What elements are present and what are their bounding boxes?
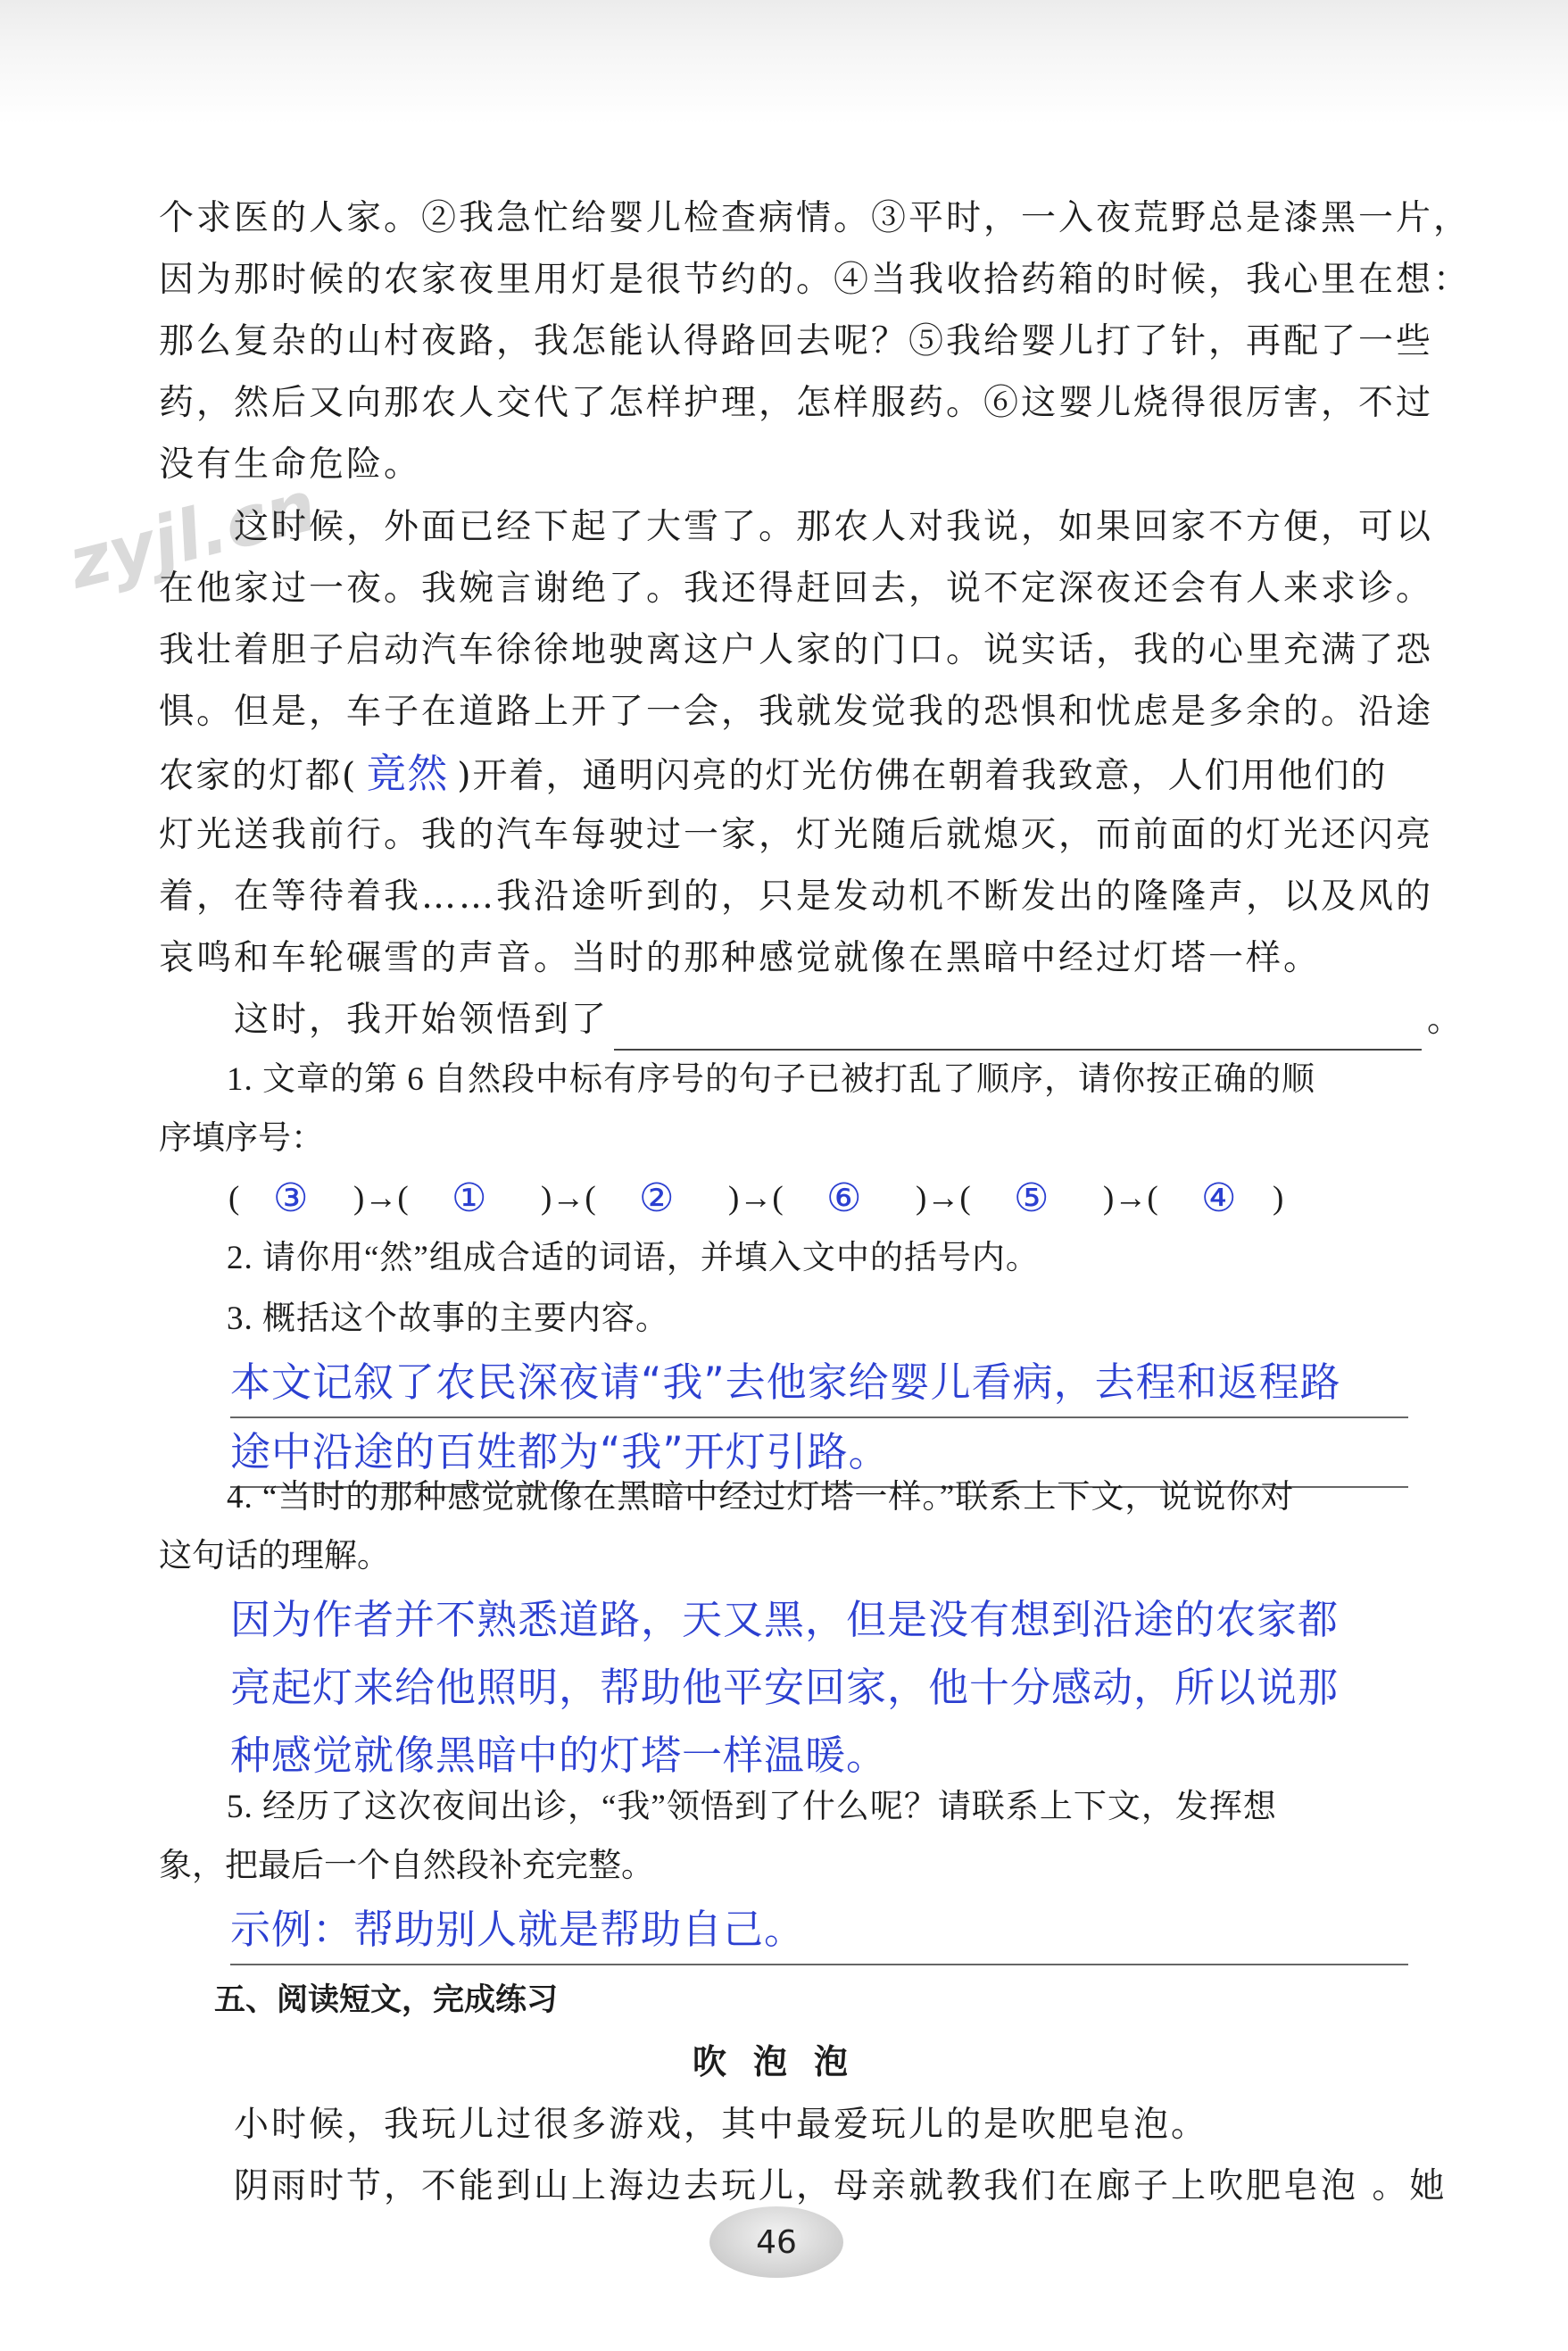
text-line: 着，在等待着我……我沿途听到的，只是发动机不断发出的隆隆声，以及风的 — [159, 876, 1434, 917]
handwritten-answer-blank: 竟然 — [366, 750, 449, 797]
text-line-with-blank — [159, 743, 1408, 804]
answer-blank-line[interactable] — [614, 1011, 1422, 1051]
text-line: 在他家过一夜。我婉言谢绝了。我还得赶回去，说不定深夜还会有人来求诊。 — [159, 569, 1434, 609]
question-text: 序填序号： — [159, 1120, 324, 1157]
answer-circle-2: ① — [452, 1176, 487, 1221]
text-line: 灯光送我前行。我的汽车每驶过一家，灯光随后就熄灭，而前面的灯光还闪亮 — [159, 815, 1434, 855]
passage-paragraph-6 — [159, 187, 1472, 495]
story-text-line: 小时候，我玩儿过很多游戏，其中最爱玩儿的是吹肥皂泡。 — [234, 2105, 1209, 2145]
handwritten-answer-line: 示例：帮助别人就是帮助自己。 — [230, 1896, 1408, 1965]
handwritten-answer-line: 因为作者并不熟悉道路，天又黑，但是没有想到沿途的农家都 — [230, 1596, 1340, 1643]
arrow: )→( — [353, 1180, 409, 1217]
question-text: 象，把最后一个自然段补充完整。 — [159, 1848, 654, 1884]
story-text-line: 阴雨时节，不能到山上海边去玩儿，母亲就教我们在廊子上吹肥皂泡 。她 — [234, 2166, 1448, 2206]
question-2 — [159, 1229, 1408, 1288]
text-line: 这时候，外面已经下起了大雪了。那农人对我说，如果回家不方便，可以 — [234, 507, 1434, 547]
passage-last-paragraph — [159, 989, 1465, 1051]
arrow: )→( — [541, 1180, 596, 1217]
arrow: )→( — [728, 1180, 784, 1217]
text-segment: )开着，通明闪亮的灯光仿佛在朝着我致意，人们用他们的 — [457, 756, 1388, 796]
watermark: zyjl.cn — [61, 466, 324, 605]
arrow: )→( — [1103, 1180, 1158, 1217]
handwritten-answer-line: 种感觉就像黑暗中的灯塔一样温暖。 — [230, 1732, 888, 1779]
text-segment: 农家的灯都( — [159, 756, 358, 796]
handwritten-answer-line: 途中沿途的百姓都为“我”开灯引路。 — [230, 1418, 1408, 1488]
question-3 — [159, 1290, 1408, 1488]
text-line: 哀鸣和车轮碾雪的声音。当时的那种感觉就像在黑暗中经过灯塔一样。 — [159, 938, 1322, 978]
question-1 — [159, 1051, 1408, 1229]
text-line: 惧。但是，车子在道路上开了一会，我就发觉我的恐惧和忧虑是多余的。沿途 — [159, 692, 1434, 732]
question-text: 3. 概括这个故事的主要内容。 — [227, 1300, 669, 1337]
text-line-with-blank — [159, 989, 1465, 1051]
passage-paragraph-7 — [159, 496, 1434, 989]
arrow: )→( — [916, 1180, 971, 1217]
answer-circle-1: ③ — [273, 1176, 309, 1221]
answer-circle-5: ⑤ — [1014, 1176, 1049, 1221]
page-number: 46 — [709, 2206, 843, 2278]
text-line: 因为那时候的农家夜里用灯是很节约的。④当我收拾药箱的时候，我心里在想： — [159, 260, 1472, 300]
sequence-answers — [159, 1168, 1408, 1229]
question-4 — [159, 1468, 1408, 1790]
text-line: 没有生命危险。 — [159, 444, 422, 485]
text-line: 个求医的人家。②我急忙给婴儿检查病情。③平时，一入夜荒野总是漆黑一片， — [159, 198, 1472, 238]
handwritten-answer-line: 亮起灯来给他照明，帮助他平安回家，他十分感动，所以说那 — [230, 1664, 1340, 1711]
text-line: 我壮着胆子启动汽车徐徐地驶离这户人家的门口。说实话，我的心里充满了恐 — [159, 630, 1434, 670]
paren: ( — [228, 1180, 240, 1217]
answer-circle-3: ② — [639, 1176, 675, 1221]
answer-circle-4: ⑥ — [826, 1176, 862, 1221]
question-text: 2. 请你用“然”组成合适的词语，并填入文中的括号内。 — [227, 1240, 1040, 1276]
text-segment: 。 — [1427, 1000, 1465, 1040]
text-segment: 这时，我开始领悟到了 — [234, 1000, 610, 1040]
question-5 — [159, 1778, 1408, 1965]
question-text: 4. “当时的那种感觉就像在黑暗中经过灯塔一样。”联系上下文，说说你对 — [227, 1479, 1295, 1516]
section-5 — [159, 1971, 1448, 2217]
question-text: 5. 经历了这次夜间出诊，“我”领悟到了什么呢？请联系上下文，发挥想 — [227, 1789, 1277, 1825]
question-text: 这句话的理解。 — [159, 1538, 390, 1574]
question-text: 1. 文章的第 6 自然段中标有序号的句子已被打乱了顺序，请你按正确的顺 — [227, 1061, 1315, 1098]
text-line: 药，然后又向那农人交代了怎样护理，怎样服药。⑥这婴儿烧得很厉害，不过 — [159, 383, 1434, 423]
paren: ) — [1273, 1180, 1284, 1217]
answer-circle-6: ④ — [1201, 1176, 1237, 1221]
story-title: 吹泡泡 — [692, 2042, 875, 2081]
handwritten-answer-line: 本文记叙了农民深夜请“我”去他家给婴儿看病，去程和返程路 — [230, 1349, 1408, 1418]
section-heading: 五、阅读短文，完成练习 — [214, 1982, 559, 2018]
text-line: 那么复杂的山村夜路，我怎能认得路回去呢？⑤我给婴儿打了针，再配了一些 — [159, 321, 1434, 361]
